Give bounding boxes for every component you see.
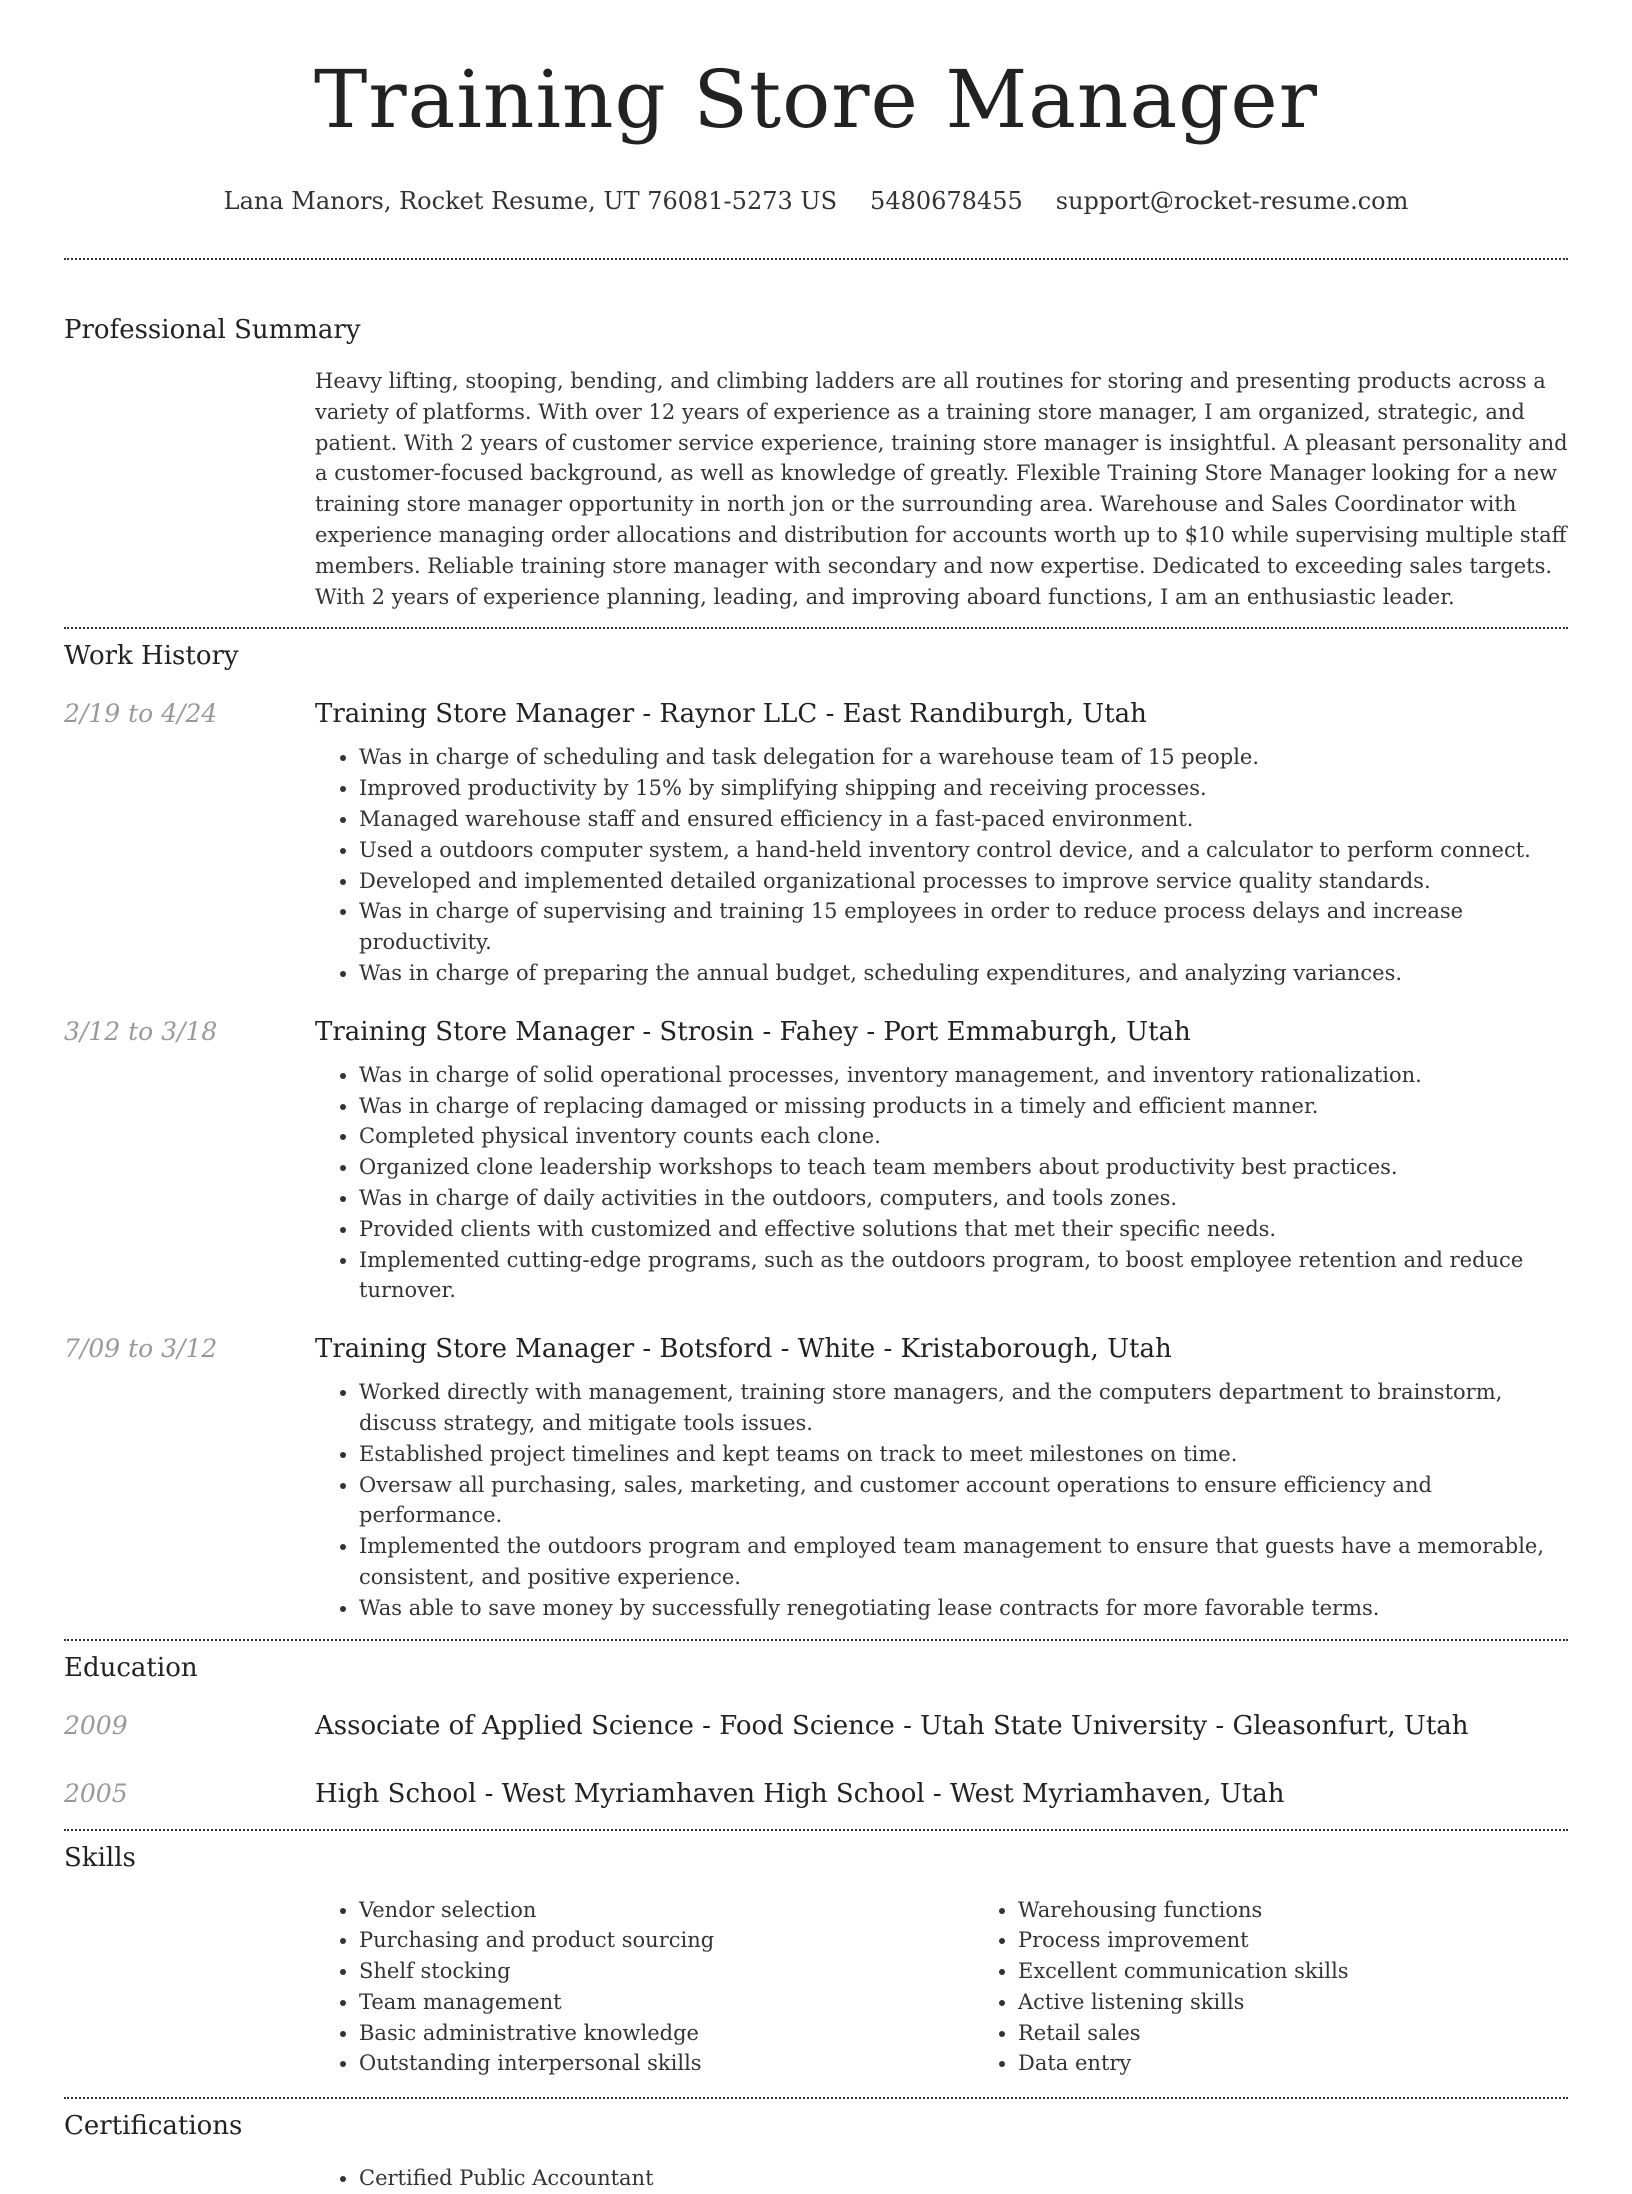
job-bullet: • Used a outdoors computer system, a hand-held inventory control device, and a calculator to perform connect. [359,835,1568,866]
education-entry [64,1710,1568,1742]
job-bullet: • Established project timelines and kept teams on track to meet milestones on time. [359,1439,1568,1470]
job-bullet: • Was in charge of preparing the annual budget, scheduling expenditures, and analyzing variances. [359,958,1568,989]
skill-item: • Process improvement [1018,1925,1632,1956]
job-bullet: • Implemented cutting-edge programs, such as the outdoors program, to boost employee retention and reduce turnover. [359,1245,1568,1307]
contact-line [64,186,1568,216]
skills-list-left [315,1895,974,2080]
certifications-heading: Certifications [64,2111,243,2142]
skill-item: • Data entry [1018,2048,1632,2079]
skills-heading: Skills [64,1842,136,1873]
summary-heading: Professional Summary [64,315,361,345]
job-bullet: • Oversaw all purchasing, sales, marketing, and customer account operations to ensure efficiency and performance. [359,1470,1568,1532]
section-divider [64,2097,1568,2099]
education-heading: Education [64,1652,198,1683]
skill-item: • Excellent communication skills [1018,1956,1632,1987]
job-dates: 7/09 to 3/12 [64,1334,218,1364]
job-entry [64,698,1568,988]
section-divider [64,258,1568,260]
job-bullet: • Provided clients with customized and effective solutions that met their specific needs. [359,1214,1568,1245]
section-divider [64,1829,1568,1831]
job-title: Training Store Manager - Strosin - Fahey - Port Emmaburgh, Utah [315,1016,1191,1047]
contact-email: support@rocket-resume.com [1055,187,1409,215]
job-bullet: • Organized clone leadership workshops to teach team members about productivity best practices. [359,1152,1568,1183]
education-text: High School - West Myriamhaven High School - West Myriamhaven, Utah [315,1778,1285,1809]
skill-item: • Active listening skills [1018,1987,1632,2018]
job-bullet: • Was in charge of scheduling and task delegation for a warehouse team of 15 people. [359,742,1568,773]
job-bullet: • Completed physical inventory counts each clone. [359,1121,1568,1152]
skills-row [64,1895,1568,2080]
education-text: Associate of Applied Science - Food Science - Utah State University - Gleasonfurt, Utah [315,1710,1469,1741]
skill-item: • Vendor selection [359,1895,974,1926]
education-entry [64,1778,1568,1810]
education-year: 2009 [64,1710,128,1740]
job-bullet: • Was in charge of solid operational processes, inventory management, and inventory rationalization. [359,1060,1568,1091]
summary-text: Heavy lifting, stooping, bending, and climbing ladders are all routines for storing and presenting products across a variety of platforms. With over 12 years of experience as a training store manager, I am organized, strategic, and patient. With 2 years of customer service experience, training store manager is insightful. A pleasant personality and a customer-focused background, as well as knowledge of greatly. Flexible Training Store Manager looking for a new training store manager opportunity in north jon or the surrounding area. Warehouse and Sales Coordinator with experience managing order allocations and distribution for accounts worth up to $10 while supervising multiple staff members. Reliable training store manager with secondary and now expertise. Dedicated to exceeding sales targets. With 2 years of experience planning, leading, and improving aboard functions, I am an enthusiastic leader. [315,369,1568,609]
contact-phone: 5480678455 [870,187,1023,215]
job-bullets [315,742,1568,988]
work-heading: Work History [64,641,239,672]
job-bullet: • Was in charge of daily activities in the outdoors, computers, and tools zones. [359,1183,1568,1214]
skill-item: • Shelf stocking [359,1956,974,1987]
job-bullet: • Developed and implemented detailed organizational processes to improve service quality standards. [359,866,1568,897]
certification-item: • Certified Public Accountant [359,2163,1568,2194]
job-bullet: • Worked directly with management, training store managers, and the computers department to brainstorm, discuss strategy, and mitigate tools issues. [359,1377,1568,1439]
summary-row [64,366,1568,612]
job-entry [64,1333,1568,1623]
job-dates: 2/19 to 4/24 [64,699,218,729]
job-bullet: • Managed warehouse staff and ensured efficiency in a fast-paced environment. [359,804,1568,835]
job-bullet: • Implemented the outdoors program and employed team management to ensure that guests have a memorable, consistent, and positive experience. [359,1531,1568,1593]
job-bullets [315,1377,1568,1623]
skills-list-right [974,1895,1632,2080]
section-divider [64,627,1568,629]
job-bullet: • Improved productivity by 15% by simplifying shipping and receiving processes. [359,773,1568,804]
section-divider [64,1639,1568,1641]
job-bullet: • Was able to save money by successfully renegotiating lease contracts for more favorable terms. [359,1593,1568,1624]
job-title: Training Store Manager - Botsford - White - Kristaborough, Utah [315,1334,1172,1365]
resume-title: Training Store Manager [314,53,1318,146]
job-dates: 3/12 to 3/18 [64,1016,218,1046]
skill-item: • Retail sales [1018,2018,1632,2049]
skill-item: • Basic administrative knowledge [359,2018,974,2049]
job-bullet: • Was in charge of replacing damaged or missing products in a timely and efficient manner. [359,1091,1568,1122]
certifications-list [315,2163,1568,2194]
job-title: Training Store Manager - Raynor LLC - East Randiburgh, Utah [315,699,1147,730]
certifications-row [64,2163,1568,2194]
education-year: 2005 [64,1778,128,1808]
skill-item: • Purchasing and product sourcing [359,1925,974,1956]
job-bullets [315,1060,1568,1306]
skill-item: • Outstanding interpersonal skills [359,2048,974,2079]
skill-item: • Team management [359,1987,974,2018]
job-bullet: • Was in charge of supervising and training 15 employees in order to reduce process delays and increase productivity. [359,896,1568,958]
contact-address: Lana Manors, Rocket Resume, UT 76081-5273 US [223,187,838,215]
skill-item: • Warehousing functions [1018,1895,1632,1926]
job-entry [64,1016,1568,1306]
